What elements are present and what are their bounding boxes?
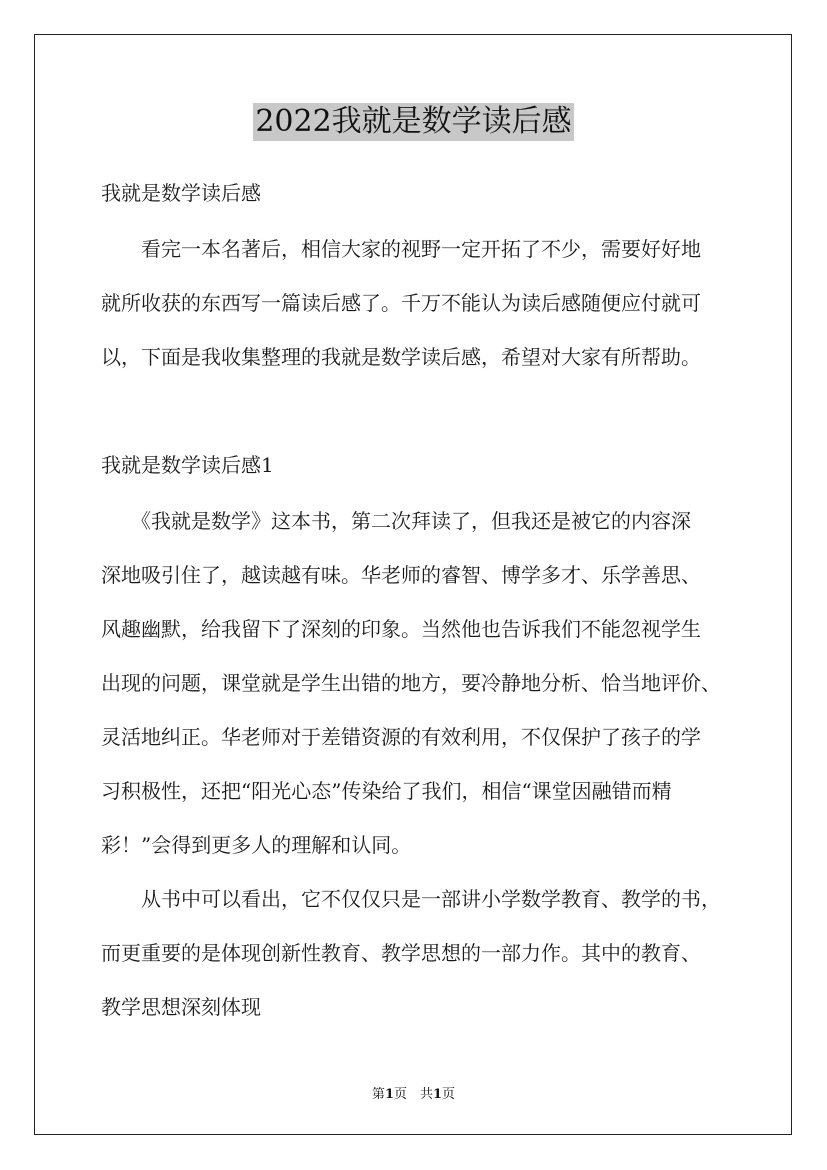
title-container (0, 103, 827, 141)
total-page-number: 1 (433, 1087, 443, 1102)
page-mid: 页 共 (393, 1087, 433, 1102)
current-page-number: 1 (384, 1087, 394, 1102)
page-suffix: 页 (442, 1087, 456, 1102)
paragraph-line: 灵活地纠正。华老师对于差错资源的有效利用，不仅保护了孩子的学 (101, 725, 701, 749)
page-footer (0, 1083, 827, 1102)
section-heading: 我就是数学读后感1 (101, 453, 274, 477)
paragraph-line: 彩！”会得到更多人的理解和认同。 (101, 833, 412, 857)
paragraph-line: 深地吸引住了，越读越有味。华老师的睿智、博学多才、乐学善思、 (101, 563, 701, 587)
paragraph-line: 风趣幽默，给我留下了深刻的印象。当然他也告诉我们不能忽视学生 (101, 617, 701, 641)
paragraph-line: 就所收获的东西写一篇读后感了。千万不能认为读后感随便应付就可 (101, 291, 701, 315)
document-title: 2022我就是数学读后感 (255, 104, 572, 139)
paragraph-line: 出现的问题，课堂就是学生出错的地方，要冷静地分析、恰当地评价、 (101, 671, 721, 695)
paragraph-line: 《我就是数学》这本书，第二次拜读了，但我还是被它的内容深 (101, 509, 691, 533)
section-heading: 我就是数学读后感 (101, 181, 261, 205)
paragraph-line: 教学思想深刻体现 (101, 995, 261, 1019)
paragraph-line: 习积极性，还把“阳光心态”传染给了我们，相信“课堂因融错而精 (101, 779, 672, 803)
page-prefix: 第 (371, 1087, 385, 1102)
paragraph-line: 而更重要的是体现创新性教育、教学思想的一部力作。其中的教育、 (101, 941, 701, 965)
paragraph-line: 以，下面是我收集整理的我就是数学读后感，希望对大家有所帮助。 (101, 345, 701, 369)
paragraph-line: 看完一本名著后，相信大家的视野一定开拓了不少，需要好好地 (101, 237, 701, 261)
paragraph-line: 从书中可以看出，它不仅仅只是一部讲小学数学教育、教学的书， (101, 887, 721, 911)
